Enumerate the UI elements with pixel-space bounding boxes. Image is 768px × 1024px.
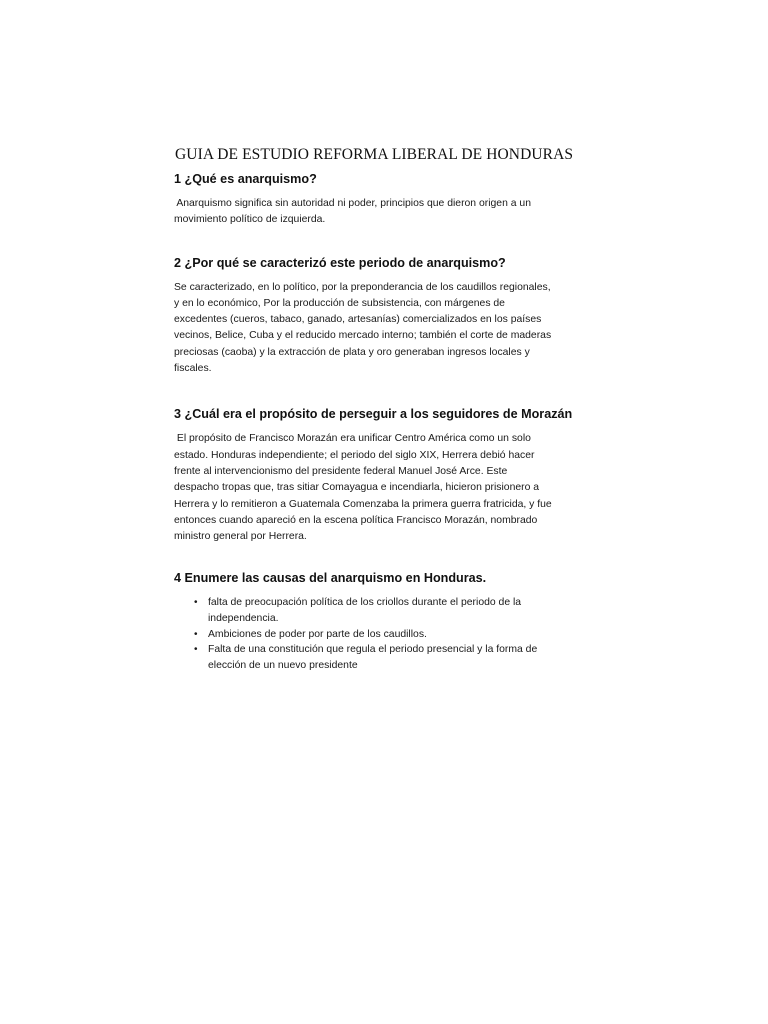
- answer-2-line: y en lo económico, Por la producción de subsistencia, con márgenes de: [174, 297, 505, 309]
- answer-3-line: Herrera y lo remitieron a Guatemala Comenzaba la primera guerra fratricida, y fue: [174, 498, 552, 510]
- answer-3-line: ministro general por Herrera.: [174, 531, 307, 543]
- section-1: [174, 172, 594, 229]
- answer-1-line: Anarquismo significa sin autoridad ni poder, principios que dieron origen a un: [174, 198, 531, 209]
- section-2: [174, 256, 594, 378]
- bullet-icon: •: [194, 628, 198, 640]
- section-3: [174, 407, 594, 545]
- answer-2: [174, 280, 594, 378]
- document-title: GUIA DE ESTUDIO REFORMA LIBERAL DE HONDURAS: [175, 146, 574, 163]
- question-1-heading: 1 ¿Qué es anarquismo?: [174, 172, 317, 186]
- list-item-line: falta de preocupación política de los criollos durante el periodo de la: [208, 597, 522, 609]
- list-item: [174, 627, 594, 643]
- answer-2-line: fiscales.: [174, 363, 212, 375]
- answer-3-line: entonces cuando apareció en la escena política Francisco Morazán, nombrado: [174, 514, 538, 526]
- question-3-heading: 3 ¿Cuál era el propósito de perseguir a los seguidores de Morazán: [174, 407, 573, 422]
- list-item: [174, 595, 594, 626]
- answer-3-line: despacho tropas que, tras sitiar Comayagua e incendiarla, hicieron prisionero a: [174, 482, 540, 494]
- bullet-icon: •: [194, 644, 198, 656]
- answer-3: [174, 431, 594, 545]
- list-item-line: elección de un nuevo presidente: [208, 659, 358, 671]
- question-4-heading: 4 Enumere las causas del anarquismo en Honduras.: [174, 571, 487, 586]
- question-2-heading: 2 ¿Por qué se caracterizó este periodo de anarquismo?: [174, 255, 506, 270]
- answer-2-line: excedentes (cueros, tabaco, ganado, artesanías) comercializados en los países: [174, 314, 542, 326]
- answer-1: [174, 196, 594, 229]
- answer-2-line: vecinos, Belice, Cuba y el reducido mercado interno; también el corte de maderas: [174, 330, 552, 342]
- list-item-line: Ambiciones de poder por parte de los caudillos.: [208, 628, 427, 640]
- list-item-line: Falta de una constitución que regula el periodo presencial y la forma de: [208, 644, 538, 656]
- list-item-line: independencia.: [208, 613, 279, 625]
- answer-2-line: Se caracterizado, en lo político, por la preponderancia de los caudillos regionales,: [174, 281, 551, 293]
- list-item: [174, 642, 594, 673]
- section-4: [174, 571, 594, 673]
- causes-list: [174, 595, 594, 673]
- answer-3-line: El propósito de Francisco Morazán era unificar Centro América como un solo: [174, 433, 531, 445]
- answer-2-line: preciosas (caoba) y la extracción de plata y oro generaban ingresos locales y: [174, 346, 530, 358]
- answer-3-line: estado. Honduras independiente; el periodo del siglo XIX, Herrera debió hacer: [174, 449, 535, 461]
- bullet-icon: •: [194, 597, 198, 609]
- answer-1-line: movimiento político de izquierda.: [174, 214, 326, 226]
- document-body: [174, 146, 594, 673]
- answer-3-line: frente al intervencionismo del presidente federal Manuel José Arce. Este: [174, 465, 508, 477]
